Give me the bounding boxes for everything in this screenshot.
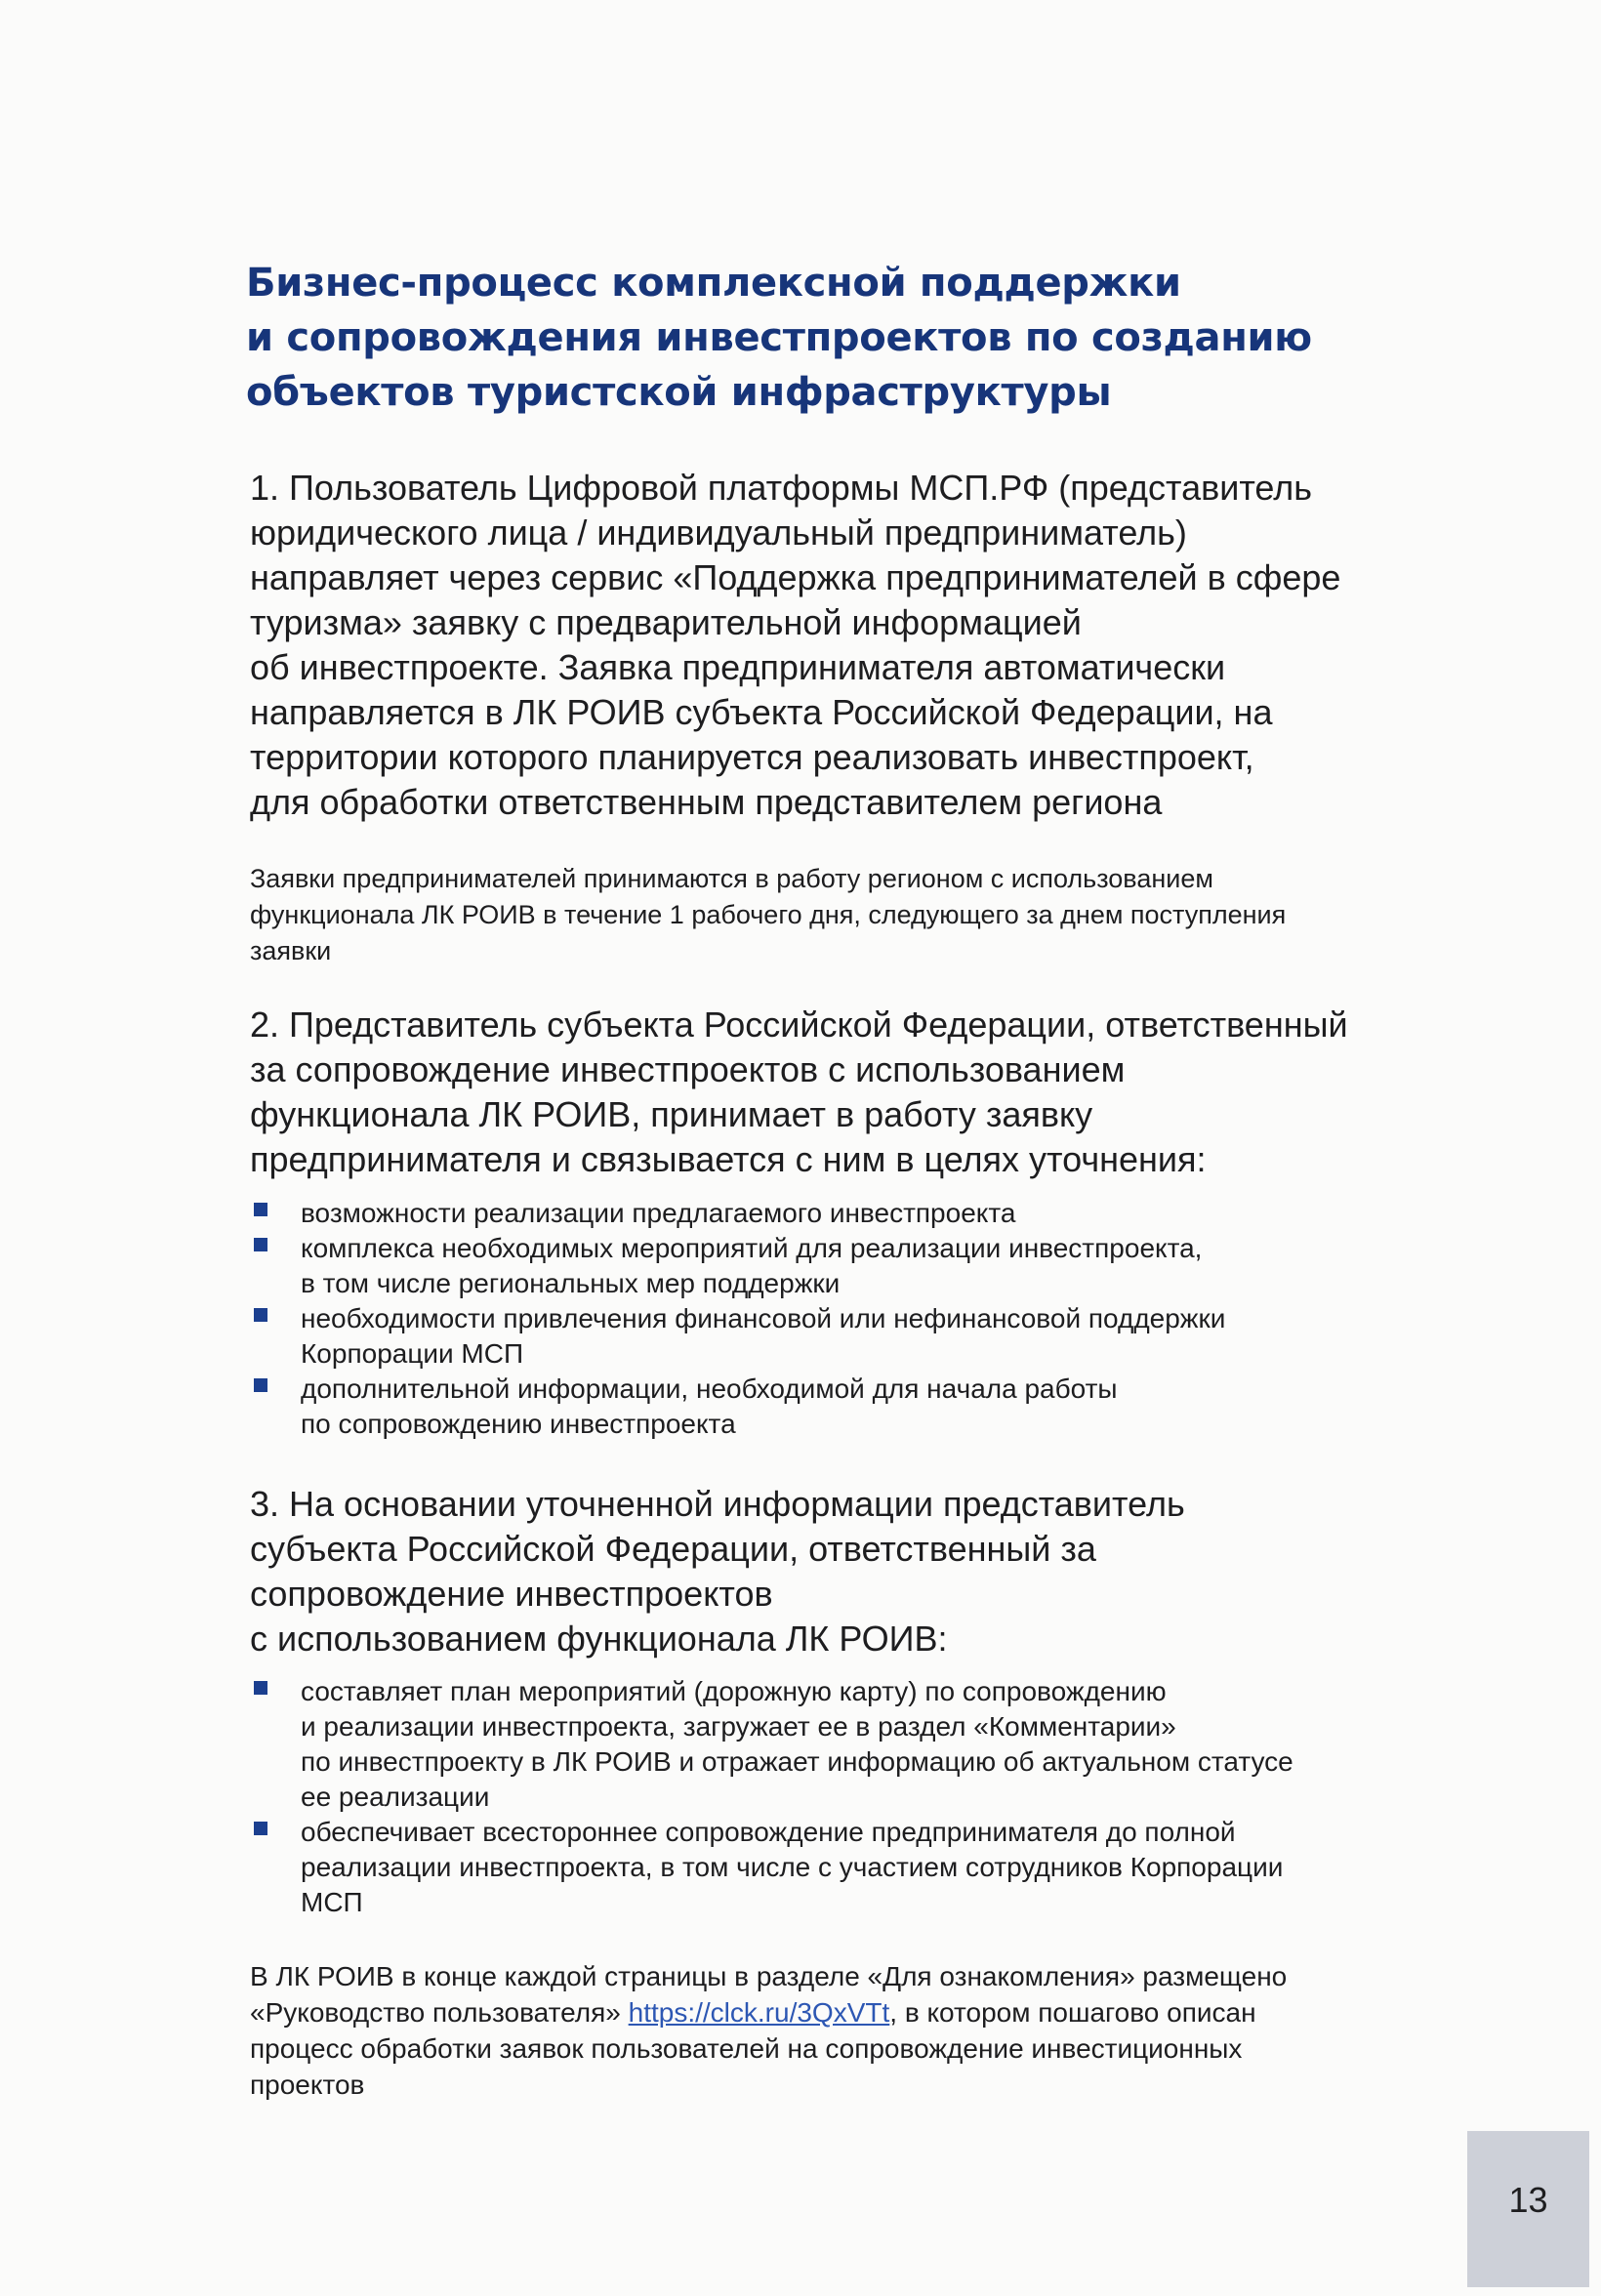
footer-line: В ЛК РОИВ в конце каждой страницы в разделе «Для ознакомления» размещено: [250, 1961, 1288, 1991]
text-line: 1. Пользователь Цифровой платформы МСП.РФ (представитель: [250, 468, 1312, 508]
section-2-text: [250, 1003, 1480, 1182]
title-line: объектов туристской инфраструктуры: [246, 370, 1112, 415]
bullet-square-icon: [254, 1822, 267, 1835]
section-3-bullets: [250, 1674, 1460, 1920]
guide-link[interactable]: https://clck.ru/3QxVTt: [628, 1997, 890, 2028]
text-line: за сопровождение инвестпроектов с использованием: [250, 1049, 1126, 1089]
bullet-line: дополнительной информации, необходимой для начала работы: [301, 1374, 1118, 1404]
text-line: направляется в ЛК РОИВ субъекта Российской Федерации, на: [250, 692, 1273, 732]
footer-line-with-link: [250, 1994, 1480, 2030]
note-line: заявки: [250, 936, 332, 965]
bullet-line: комплекса необходимых мероприятий для реализации инвестпроекта,: [301, 1233, 1203, 1263]
bullet-square-icon: [254, 1681, 267, 1695]
note-line: функционала ЛК РОИВ в течение 1 рабочего дня, следующего за днем поступления: [250, 900, 1287, 929]
footer-text: «Руководство пользователя»: [250, 1997, 629, 2028]
text-line: об инвестпроекте. Заявка предпринимателя автоматически: [250, 647, 1226, 687]
page-title: [246, 256, 1398, 420]
list-item: [250, 1231, 1460, 1301]
bullet-line: возможности реализации предлагаемого инвестпроекта: [301, 1198, 1016, 1228]
list-item: [250, 1815, 1460, 1920]
bullet-line: составляет план мероприятий (дорожную карту) по сопровождению: [301, 1676, 1167, 1706]
bullet-line: ее реализации: [301, 1782, 490, 1812]
text-line: 3. На основании уточненной информации представитель: [250, 1484, 1185, 1524]
bullet-square-icon: [254, 1203, 267, 1216]
list-item: [250, 1196, 1460, 1231]
bullet-line: обеспечивает всестороннее сопровождение предпринимателя до полной: [301, 1817, 1236, 1847]
title-line: Бизнес-процесс комплексной поддержки: [246, 261, 1181, 306]
bullet-square-icon: [254, 1238, 267, 1251]
page-number-box: [1467, 2131, 1589, 2287]
bullet-line: и реализации инвестпроекта, загружает ее в раздел «Комментарии»: [301, 1711, 1176, 1742]
list-item: [250, 1674, 1460, 1815]
bullet-line: в том числе региональных мер поддержки: [301, 1268, 841, 1298]
bullet-square-icon: [254, 1308, 267, 1322]
list-item: [250, 1301, 1460, 1372]
bullet-line: по инвестпроекту в ЛК РОИВ и отражает информацию об актуальном статусе: [301, 1746, 1293, 1777]
title-line: и сопровождения инвестпроектов по созданию: [246, 315, 1312, 360]
text-line: сопровождение инвестпроектов: [250, 1574, 773, 1614]
text-line: функционала ЛК РОИВ, принимает в работу заявку: [250, 1094, 1093, 1134]
bullet-square-icon: [254, 1378, 267, 1392]
note-line: Заявки предпринимателей принимаются в работу регионом с использованием: [250, 864, 1213, 893]
bullet-line: Корпорации МСП: [301, 1338, 524, 1369]
text-line: с использованием функционала ЛК РОИВ:: [250, 1619, 948, 1659]
section-3-text: [250, 1482, 1480, 1661]
bullet-line: по сопровождению инвестпроекта: [301, 1409, 736, 1439]
section-1-note: [250, 861, 1480, 969]
text-line: субъекта Российской Федерации, ответственный за: [250, 1529, 1096, 1569]
footer-text: , в котором пошагово описан: [889, 1997, 1256, 2028]
list-item: [250, 1372, 1460, 1442]
footer-line: процесс обработки заявок пользователей на сопровождение инвестиционных: [250, 2033, 1243, 2064]
footer-line: проектов: [250, 2070, 365, 2100]
text-line: направляет через сервис «Поддержка предпринимателей в сфере: [250, 557, 1341, 597]
footer-note: [250, 1958, 1480, 2103]
section-2-bullets: [250, 1196, 1460, 1442]
text-line: территории которого планируется реализовать инвестпроект,: [250, 737, 1254, 777]
bullet-line: реализации инвестпроекта, в том числе с участием сотрудников Корпорации: [301, 1852, 1284, 1882]
text-line: юридического лица / индивидуальный предприниматель): [250, 512, 1187, 553]
page-number: 13: [1508, 2180, 1548, 2220]
text-line: для обработки ответственным представителем региона: [250, 782, 1163, 822]
text-line: туризма» заявку с предварительной информацией: [250, 602, 1082, 642]
text-line: предпринимателя и связывается с ним в целях уточнения:: [250, 1139, 1207, 1179]
bullet-line: необходимости привлечения финансовой или нефинансовой поддержки: [301, 1303, 1226, 1333]
text-line: 2. Представитель субъекта Российской Федерации, ответственный: [250, 1004, 1348, 1045]
bullet-line: МСП: [301, 1887, 363, 1917]
section-1-text: [250, 466, 1480, 825]
